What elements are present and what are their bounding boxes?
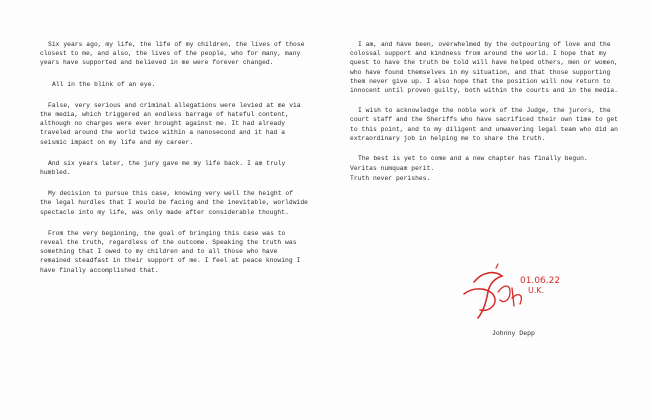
signer-name: Johnny Depp: [492, 330, 535, 337]
right-column: [350, 40, 620, 195]
left-column: [40, 40, 308, 287]
motto-translation: Truth never perishes.: [350, 175, 431, 183]
paragraph-7: I am, and have been, overwhelmed by the outpouring of love and the colossal support and kindness from around the world. I hope that my quest to have the truth be told will have helped others, men or women, who have found themselves in my situation, and that those supporting them never give up. I also hope that the position will now return to innocent until proven guilty, both within the courts and in the media.: [350, 41, 619, 95]
latin-motto: Veritas numquam perit.: [350, 165, 435, 173]
paragraph-2: All in the blink of an eye.: [52, 80, 156, 88]
paragraph-5: My decision to pursue this case, knowing very well the height of the legal hurdles that I would be facing and the inevitable, worldwide spectacle into my life, was only made after considerable thought.: [40, 190, 309, 216]
paragraph-8: I wish to acknowledge the noble work of the Judge, the jurors, the court staff and the Sheriffs who have sacrificed their own time to get to this point, and to my diligent and unwavering legal team who did an extraordinary job in helping me to share the truth.: [350, 107, 619, 142]
handwritten-place: U.K.: [528, 286, 545, 295]
paragraph-1: Six years ago, my life, the life of my children, the lives of those closest to me, and also, the lives of the people, who for many, many years have supported and believed in me were forever changed.: [40, 41, 305, 67]
paragraph-9: The best is yet to come and a new chapter has finally begun.: [358, 155, 588, 163]
paragraph-6: From the very beginning, the goal of bringing this case was to reveal the truth, regardless of the outcome. Speaking the truth was something that I owed to my children and to all those who have remained steadfast in their support of me. I feel at peace knowing I have finally accomplished that.: [40, 229, 301, 274]
paragraph-3: False, very serious and criminal allegations were levied at me via the media, which triggered an endless barrage of hateful content, although no charges were ever brought against me. It had already traveled around the world twice within a nanosecond and it had a seismic impact on my life and my career.: [40, 101, 301, 146]
paragraph-4: And six years later, the jury gave me my life back. I am truly humbled.: [40, 159, 286, 177]
handwritten-date: [520, 276, 560, 296]
handwritten-date-text: 01.06.22: [520, 276, 561, 286]
